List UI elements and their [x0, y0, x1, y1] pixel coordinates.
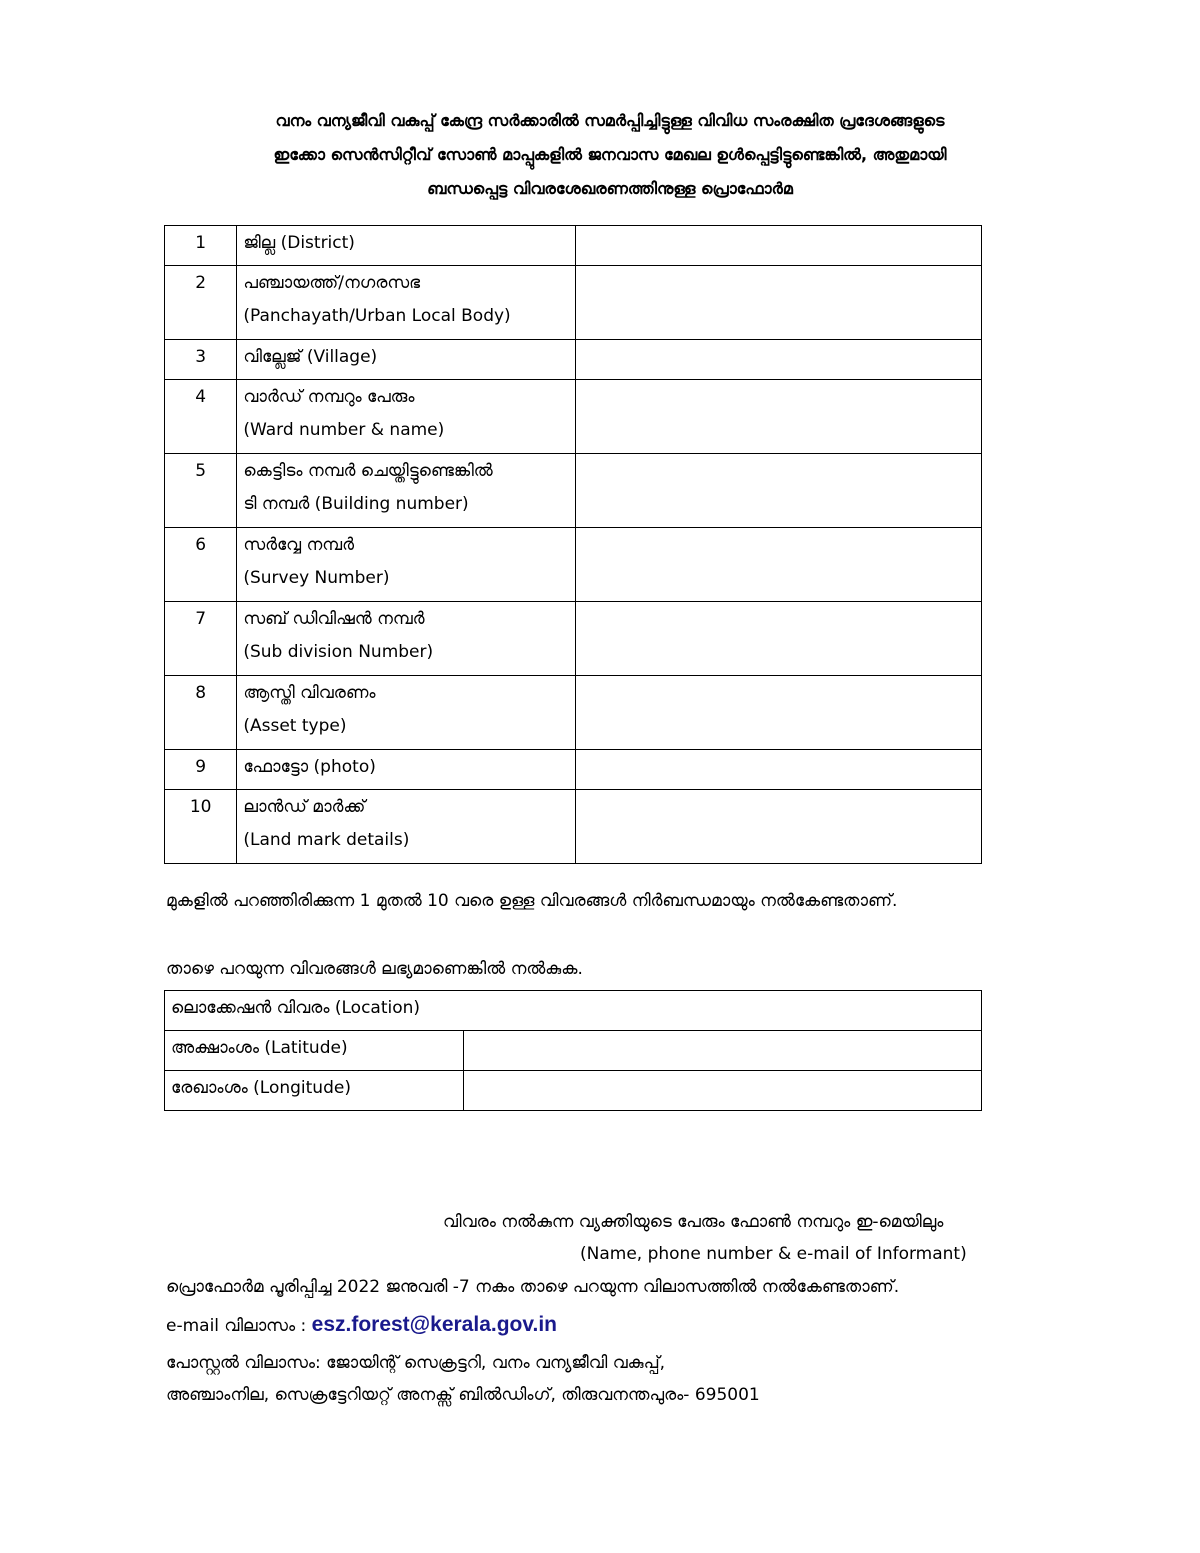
row-label-ml: വില്ലേജ് (Village) — [243, 347, 378, 367]
row-label — [237, 380, 576, 454]
row-label-ml: കെട്ടിടം നമ്പർ ചെയ്തിട്ടുണ്ടെങ്കിൽ — [243, 461, 493, 481]
survey-value-cell[interactable] — [576, 528, 982, 602]
row-label — [237, 602, 576, 676]
submission-deadline: പ്രൊഫോർമ പൂരിപ്പിച്ച 2022 ജനുവരി -7 നകം താഴെ പറയുന്ന വിലാസത്തിൽ നൽകേണ്ടതാണ്. — [166, 1277, 900, 1297]
row-number: 1 — [165, 226, 237, 266]
postal-address-line-2: അഞ്ചാംനില, സെക്രട്ടേറിയറ്റ് അനക്സ് ബിൽഡിംഗ്, തിരുവനന്തപുരം- 695001 — [166, 1385, 760, 1405]
row-label — [237, 750, 576, 790]
table-row — [165, 1071, 982, 1111]
row-number: 6 — [165, 528, 237, 602]
row-number: 2 — [165, 266, 237, 340]
latitude-label: അക്ഷാംശം (Latitude) — [165, 1031, 464, 1071]
details-table — [164, 225, 982, 864]
row-label-ml: സബ് ഡിവിഷൻ നമ്പർ — [243, 609, 425, 629]
row-number: 3 — [165, 340, 237, 380]
informant-label-ml: വിവരം നൽകുന്ന വ്യക്തിയുടെ പേരും ഫോൺ നമ്പറും ഇ-മെയിലും — [443, 1212, 944, 1232]
row-label-ml: പഞ്ചായത്ത്/നഗരസഭ — [243, 273, 421, 293]
row-label-en: (Survey Number) — [243, 568, 390, 588]
row-number: 8 — [165, 676, 237, 750]
row-label — [237, 454, 576, 528]
row-label-ml: സർവ്വേ നമ്പർ — [243, 535, 354, 555]
photo-value-cell[interactable] — [576, 750, 982, 790]
table-row — [165, 750, 982, 790]
row-label-en: ടി നമ്പർ (Building number) — [243, 494, 469, 514]
email-line — [166, 1310, 557, 1341]
row-label — [237, 676, 576, 750]
row-label-ml: വാർഡ് നമ്പറും പേരും — [243, 387, 415, 407]
document-title — [150, 104, 1070, 206]
title-line-1: വനം വന്യജീവി വകുപ്പ് കേന്ദ്ര സർക്കാരിൽ സമർപ്പിച്ചിട്ടുള്ള വിവിധ സംരക്ഷിത പ്രദേശങ്ങളുടെ — [275, 111, 945, 130]
location-table — [164, 990, 982, 1111]
row-label-ml: ആസ്തി വിവരണം — [243, 683, 376, 703]
table-row — [165, 790, 982, 864]
title-line-3: ബന്ധപ്പെട്ട വിവരശേഖരണത്തിനുള്ള പ്രൊഫോർമ — [427, 179, 793, 198]
row-number: 9 — [165, 750, 237, 790]
row-label-ml: ലാൻഡ് മാർക്ക് — [243, 797, 366, 817]
latitude-value-cell[interactable] — [464, 1031, 982, 1071]
title-line-2: ഇക്കോ സെൻസിറ്റീവ് സോൺ മാപ്പുകളിൽ ജനവാസ മേഖല ഉൾപ്പെട്ടിട്ടുണ്ടെങ്കിൽ, അതുമായി — [273, 145, 947, 164]
informant-label-en: (Name, phone number & e-mail of Informant) — [580, 1244, 967, 1264]
table-row — [165, 676, 982, 750]
row-number: 5 — [165, 454, 237, 528]
table-row — [165, 1031, 982, 1071]
row-label — [237, 266, 576, 340]
row-label-ml: ഫോട്ടോ (photo) — [243, 757, 376, 777]
optional-note: താഴെ പറയുന്ന വിവരങ്ങൾ ലഭ്യമാണെങ്കിൽ നൽകുക. — [166, 959, 583, 979]
row-label — [237, 340, 576, 380]
email-label: e-mail വിലാസം : — [166, 1316, 307, 1336]
subdivision-value-cell[interactable] — [576, 602, 982, 676]
table-row — [165, 991, 982, 1031]
row-label-en: (Land mark details) — [243, 830, 410, 850]
row-label — [237, 226, 576, 266]
ward-value-cell[interactable] — [576, 380, 982, 454]
district-value-cell[interactable] — [576, 226, 982, 266]
table-row — [165, 602, 982, 676]
row-number: 4 — [165, 380, 237, 454]
panchayath-value-cell[interactable] — [576, 266, 982, 340]
row-label-en: (Sub division Number) — [243, 642, 434, 662]
table-row — [165, 226, 982, 266]
table-row — [165, 528, 982, 602]
row-label-en: (Ward number & name) — [243, 420, 445, 440]
row-label-en: (Panchayath/Urban Local Body) — [243, 306, 511, 326]
row-label-ml: ജില്ല (District) — [243, 233, 355, 253]
landmark-value-cell[interactable] — [576, 790, 982, 864]
longitude-label: രേഖാംശം (Longitude) — [165, 1071, 464, 1111]
mandatory-note: മുകളിൽ പറഞ്ഞിരിക്കുന്ന 1 മുതൽ 10 വരെ ഉള്ള വിവരങ്ങൾ നിർബന്ധമായും നൽകേണ്ടതാണ്. — [166, 891, 898, 911]
row-label — [237, 528, 576, 602]
asset-value-cell[interactable] — [576, 676, 982, 750]
table-row — [165, 340, 982, 380]
table-row — [165, 380, 982, 454]
postal-address-line-1: പോസ്റ്റൽ വിലാസം: ജോയിന്റ് സെക്രട്ടറി, വനം വന്യജീവി വകുപ്പ്, — [166, 1353, 666, 1373]
row-label-en: (Asset type) — [243, 716, 347, 736]
row-number: 7 — [165, 602, 237, 676]
row-label — [237, 790, 576, 864]
building-value-cell[interactable] — [576, 454, 982, 528]
email-address-link[interactable]: esz.forest@kerala.gov.in — [311, 1313, 557, 1336]
table-row — [165, 266, 982, 340]
table-row — [165, 454, 982, 528]
longitude-value-cell[interactable] — [464, 1071, 982, 1111]
location-header: ലൊക്കേഷൻ വിവരം (Location) — [165, 991, 982, 1031]
village-value-cell[interactable] — [576, 340, 982, 380]
row-number: 10 — [165, 790, 237, 864]
